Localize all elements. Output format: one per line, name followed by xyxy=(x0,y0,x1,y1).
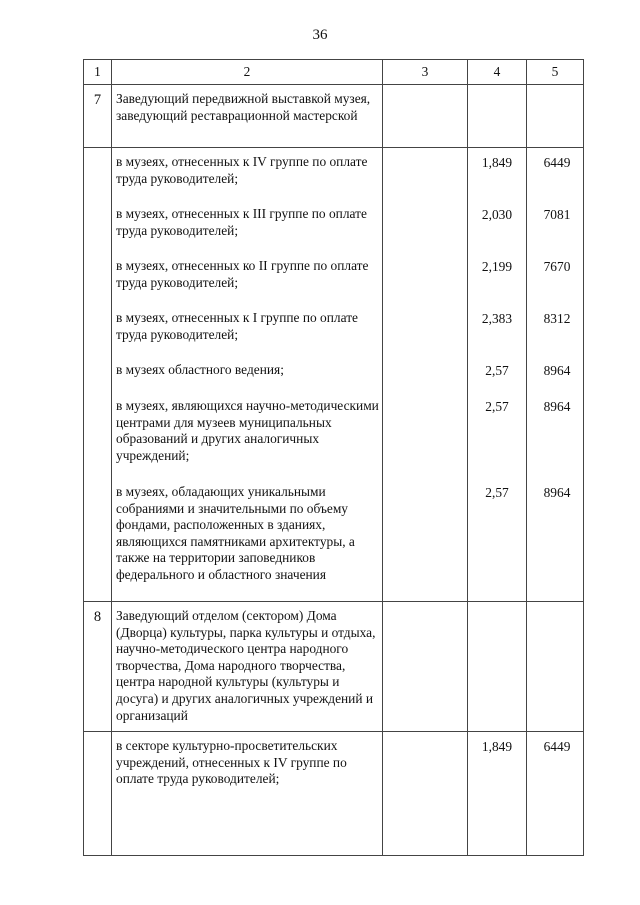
coefficient-value: 2,199 xyxy=(481,259,513,274)
salary-value: 8312 xyxy=(543,311,571,326)
empty-cell xyxy=(383,85,468,148)
list-item: в музеях, обладающих уникальными собраниями и значительными по объему фондами, расположенных в зданиях, являющихся памятниками архитектуры, а также на территории заповедников федерального и областного значения xyxy=(116,484,355,582)
items-cell xyxy=(112,148,383,602)
table-header-row xyxy=(84,60,584,85)
table-row xyxy=(84,85,584,148)
salary-table xyxy=(83,59,584,856)
table-row xyxy=(84,732,584,856)
column-header-4: 4 xyxy=(468,60,527,85)
position-title: Заведующий передвижной выставкой музея, заведующий реставрационной мастерской xyxy=(112,85,383,148)
empty-cell xyxy=(84,732,112,856)
column-header-2: 2 xyxy=(112,60,383,85)
coefficient-cell xyxy=(468,148,527,602)
salary-value: 7670 xyxy=(543,259,571,274)
salary-value: 6449 xyxy=(543,155,571,170)
empty-cell xyxy=(527,85,584,148)
empty-cell xyxy=(383,602,468,732)
salary-value: 7081 xyxy=(543,207,571,222)
coefficient-value: 2,57 xyxy=(485,399,509,414)
list-item: в музеях, отнесенных ко II группе по оплате труда руководителей; xyxy=(116,258,369,290)
empty-cell xyxy=(383,732,468,856)
page-number: 36 xyxy=(312,27,328,43)
salary-value: 8964 xyxy=(543,363,571,378)
list-item: в музеях, отнесенных к IV группе по оплате труда руководителей; xyxy=(116,154,368,186)
column-header-1: 1 xyxy=(84,60,112,85)
coefficient-value: 2,030 xyxy=(481,207,513,222)
empty-cell xyxy=(468,85,527,148)
list-item: в музеях областного ведения; xyxy=(116,362,284,377)
row-number: 8 xyxy=(84,602,112,732)
empty-cell xyxy=(383,148,468,602)
table-row xyxy=(84,602,584,732)
coefficient-value: 1,849 xyxy=(468,732,527,856)
empty-cell xyxy=(84,148,112,602)
salary-value: 8964 xyxy=(543,399,571,414)
list-item: в музеях, являющихся научно-методическими центрами для музеев муниципальных образований и других аналогичных учреждений; xyxy=(116,398,379,463)
empty-cell xyxy=(468,602,527,732)
list-item: в музеях, отнесенных к I группе по оплате труда руководителей; xyxy=(116,310,358,342)
row-number: 7 xyxy=(84,85,112,148)
empty-cell xyxy=(527,602,584,732)
column-header-3: 3 xyxy=(383,60,468,85)
list-item: в секторе культурно-просветительских учреждений, отнесенных к IV группе по оплате труда руководителей; xyxy=(112,732,383,856)
coefficient-value: 2,383 xyxy=(481,311,513,326)
coefficient-value: 1,849 xyxy=(481,155,513,170)
salary-value: 6449 xyxy=(527,732,584,856)
table-row xyxy=(84,148,584,602)
list-item: в музеях, отнесенных к III группе по оплате труда руководителей; xyxy=(116,206,367,238)
coefficient-value: 2,57 xyxy=(485,485,509,500)
column-header-5: 5 xyxy=(527,60,584,85)
position-title: Заведующий отделом (сектором) Дома (Дворца) культуры, парка культуры и отдыха, научно-методического центра народного творчества, Дома народного творчества, центра народной культуры (культуры и досуга) и других аналогичных учреждений и организаций xyxy=(112,602,383,732)
salary-value: 8964 xyxy=(543,485,571,500)
coefficient-value: 2,57 xyxy=(485,363,509,378)
salary-cell xyxy=(527,148,584,602)
